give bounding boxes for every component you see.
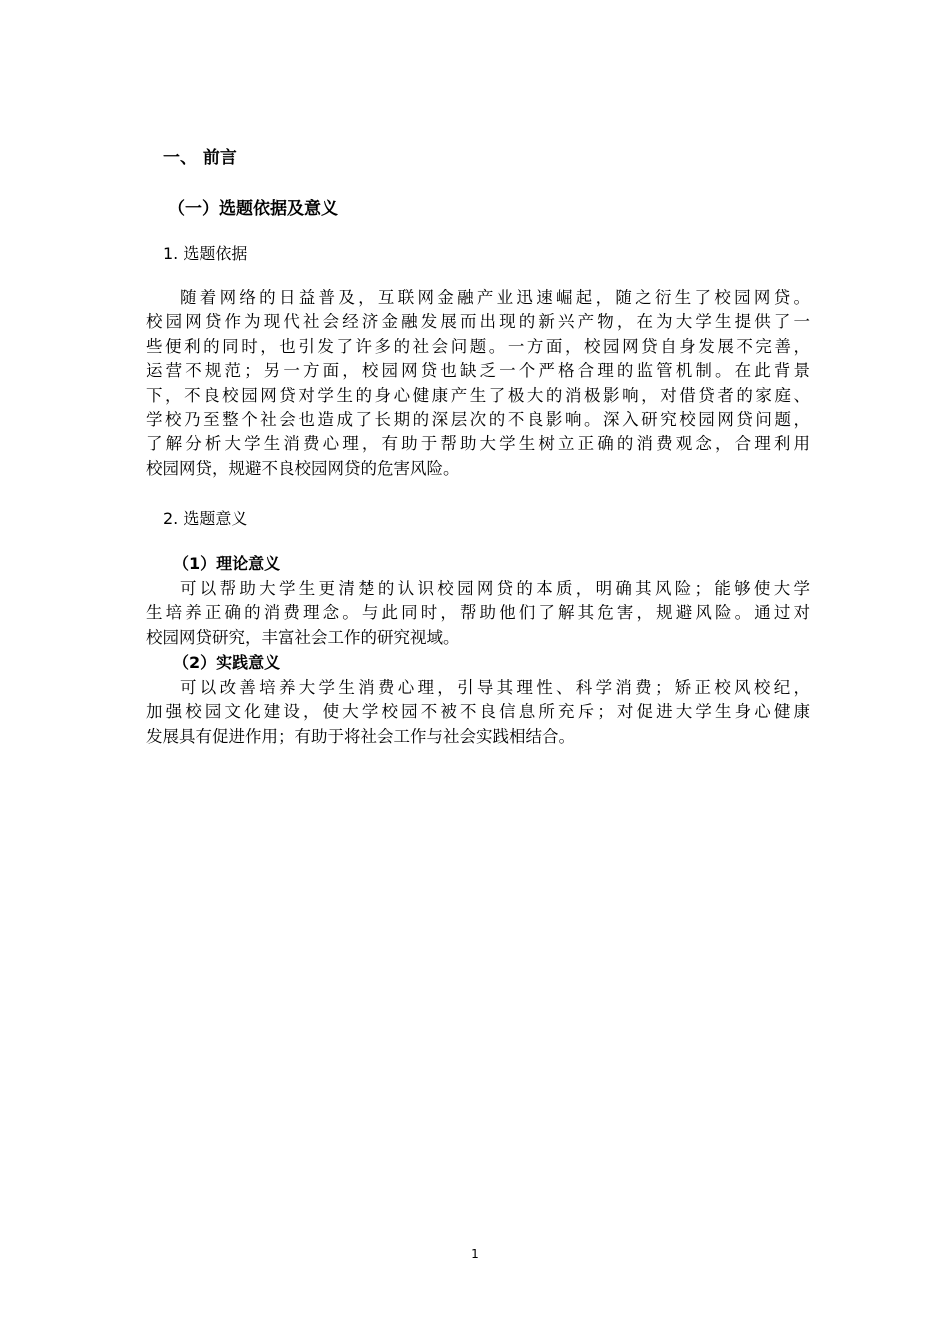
basis-line: 些便利的同时，也引发了许多的社会问题。一方面，校园网贷自身发展不完善， bbox=[146, 336, 810, 356]
basis-line: 下，不良校园网贷对学生的身心健康产生了极大的消极影响，对借贷者的家庭、 bbox=[146, 385, 810, 405]
basis-paragraph bbox=[146, 286, 810, 481]
theory-line: 可以帮助大学生更清楚的认识校园网贷的本质，明确其风险；能够使大学 bbox=[180, 579, 810, 598]
practice-heading: （2）实践意义 bbox=[173, 653, 281, 672]
basis-heading: 1. 选题依据 bbox=[163, 244, 248, 263]
section-title: 一、 前言 bbox=[163, 148, 237, 168]
basis-line: 学校乃至整个社会也造成了长期的深层次的不良影响。深入研究校园网贷问题， bbox=[146, 410, 810, 430]
theory-line: 生培养正确的消费理念。与此同时，帮助他们了解其危害，规避风险。通过对 bbox=[146, 603, 810, 623]
theory-heading: （1）理论意义 bbox=[173, 554, 281, 573]
basis-line: 校园网贷，规避不良校园网贷的危害风险。 bbox=[146, 458, 460, 478]
significance-heading: 2. 选题意义 bbox=[163, 509, 248, 528]
basis-line: 了解分析大学生消费心理，有助于帮助大学生树立正确的消费观念，合理利用 bbox=[146, 434, 810, 454]
theory-line: 校园网贷研究，丰富社会工作的研究视域。 bbox=[146, 627, 460, 647]
practice-line: 可以改善培养大学生消费心理，引导其理性、科学消费；矫正校风校纪， bbox=[180, 678, 810, 697]
basis-line: 校园网贷作为现代社会经济金融发展而出现的新兴产物，在为大学生提供了一 bbox=[146, 312, 810, 332]
page-number: 1 bbox=[471, 1247, 479, 1261]
basis-line: 运营不规范；另一方面，校园网贷也缺乏一个严格合理的监管机制。在此背景 bbox=[146, 361, 810, 381]
practice-paragraph bbox=[146, 676, 810, 749]
practice-line: 加强校园文化建设，使大学校园不被不良信息所充斥；对促进大学生身心健康 bbox=[146, 702, 810, 722]
basis-line: 随着网络的日益普及，互联网金融产业迅速崛起，随之衍生了校园网贷。 bbox=[180, 288, 810, 307]
practice-line: 发展具有促进作用；有助于将社会工作与社会实践相结合。 bbox=[146, 726, 575, 746]
theory-paragraph bbox=[146, 577, 810, 650]
subsection-title: （一）选题依据及意义 bbox=[168, 199, 338, 219]
